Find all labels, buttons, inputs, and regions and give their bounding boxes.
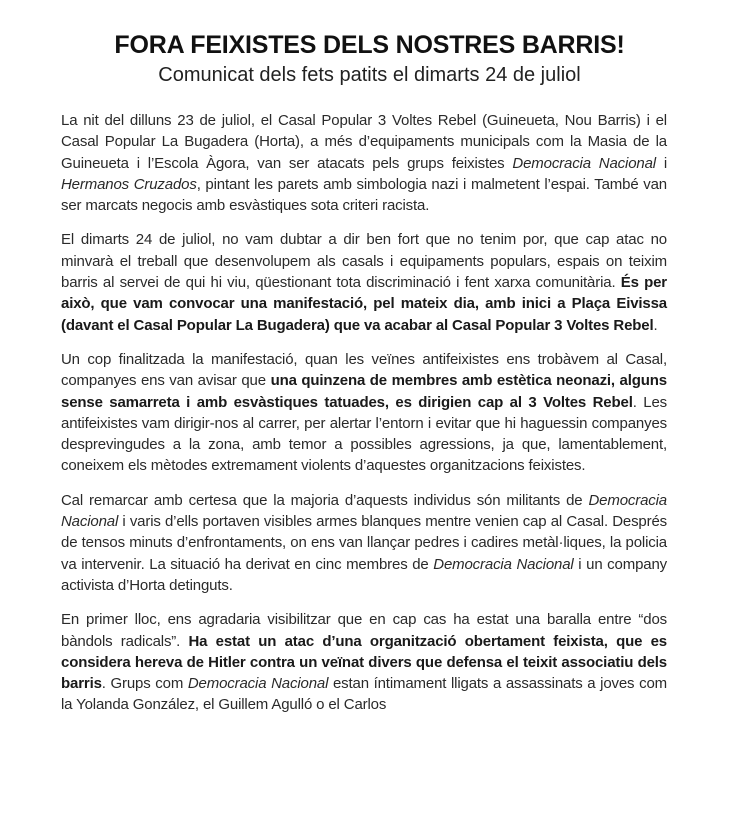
text-run: Un cop finalitzada la manifestació, quan les veïnes antifeixistes ens trobàvem al Casal, companyes ens van avisar que	[61, 350, 667, 390]
bold-text: És per això, que vam convocar una manifestació, pel mateix dia, amb inici a Plaça Eivissa (davant el Casal Popular La Bugadera) que va acabar al Casal Popular 3 Voltes Rebel	[61, 274, 667, 334]
paragraph	[61, 110, 667, 216]
italic-text: Hermanos Cruzados	[61, 175, 197, 193]
text-run: i un company activista d’Horta detinguts.	[61, 555, 667, 594]
text-run: La nit del dilluns 23 de juliol, el Casal Popular 3 Voltes Rebel (Guineueta, Nou Barris) i el Casal Popular La Bugadera (Horta), a més d’equipaments municipals com la Masia de la Guineueta i l’Escola Àgora, van ser atacats pels grups feixistes	[61, 112, 667, 172]
italic-text: Democracia Nacional	[187, 675, 329, 693]
paragraph	[61, 349, 667, 477]
text-run: En primer lloc, ens agradaria visibilitzar que en cap cas ha estat una baralla entre “dos bàndols radicals”.	[61, 611, 667, 650]
bold-text: Ha estat un atac d’una organització obertament feixista, que es considera hereva de Hitler contra un veïnat divers que defensa el teixit associatiu dels barris	[61, 632, 667, 693]
paragraph	[61, 490, 667, 596]
document-title: FORA FEIXISTES DELS NOSTRES BARRIS!	[114, 31, 625, 59]
bold-text: una quinzena de membres amb estètica neonazi, alguns sense samarreta i amb esvàstiques tatuades, es dirigien cap al 3 Voltes Rebel	[61, 372, 667, 411]
text-run: El dimarts 24 de juliol, no vam dubtar a dir ben fort que no tenim por, que cap atac no minvarà el treball que desenvolupem als casals i equipaments populars, espais on teixim barris al servei de qui hi viu, qüestionant tota discriminació i fent xarxa comunitària.	[61, 231, 667, 292]
text-run: . Les antifeixistes vam dirigir-nos al carrer, per alertar l’entorn i evitar que hi haguessin companyes desprevingudes a la zona, amb temor a possibles agressions, ja que, lamentablement, coneixem els mètodes extremament violents d’aquestes organitzacions feixistes.	[61, 393, 667, 475]
text-run: i varis d’ells portaven visibles armes blanques mentre venien cap al Casal. Després de tensos minuts d’enfrontaments, on ens van llançar pedres i cadires metàl·liques, la policia va intervenir. La situació ha derivat en cinc membres de	[61, 513, 667, 573]
document-body	[61, 110, 667, 729]
text-run: Cal remarcar amb certesa que la majoria d’aquests individus són militants de	[61, 491, 589, 509]
italic-text: Democracia Nacional	[512, 154, 656, 172]
italic-text: Democracia Nacional	[433, 555, 574, 573]
paragraph	[61, 609, 667, 715]
text-run: i	[655, 154, 668, 172]
paragraph	[61, 229, 667, 335]
text-run: .	[653, 316, 658, 334]
text-run: estan íntimament lligats a assassinats a joves com la Yolanda González, el Guillem Agulló o el Carlos	[61, 675, 667, 714]
document-subtitle: Comunicat dels fets patits el dimarts 24 de juliol	[158, 64, 581, 86]
text-run: , pintant les parets amb simbologia nazi i malmetent l’espai. També van ser marcats negocis amb esvàstiques sota criteri racista.	[61, 175, 667, 215]
italic-text: Democracia Nacional	[61, 491, 667, 531]
text-run: . Grups com	[101, 675, 188, 693]
